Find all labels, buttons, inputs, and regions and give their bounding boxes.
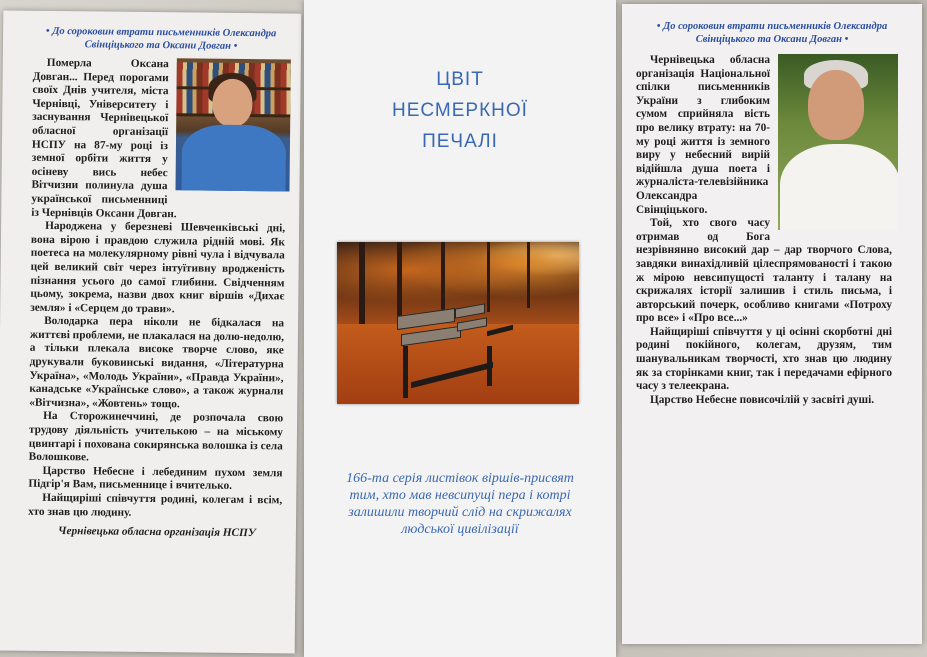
left-paragraph: Померла Оксана Довган... Перед порогами своїх Днів учителя, міста Чернівці, Університету і заснування Чернівецької обласної організації НСПУ на 87-му році із земної орбіти життя у осіневу вись небес Вітчизни полинула душа української письменниці із Чернівців Оксани Довган. [31,56,177,220]
left-page-signature: Чернівецька обласна організація НСПУ [58,525,256,540]
left-page-header: • До сороковин втрати письменників Олександра Свінціцького та Оксани Довган • [45,25,277,52]
left-paragraph: Царство Небесне і лебединим пухом земля Підгір'я Вам, письменнице і вчителько. [28,464,283,493]
left-paragraph: На Сторожинеччині, де розпочала свою трудову діяльність учителькою – на міському цвинтарі і похована сокирянська волошка із села Волошкове. [28,410,284,464]
cover-title-line: ПЕЧАЛІ [422,131,498,152]
cover-title-line: ЦВІТ [436,69,484,90]
right-paragraph: Царство Небесне повисочілій у засвіті душі. [650,393,875,406]
cover-caption: 166-та серія листівок віршів-присвят тим, хто мав невсипущі пера і котрі залишили творчий слід на скрижалях людської цивілізації [346,471,574,537]
right-page-header: • До сороковин втрати письменників Олександра Свінціцького та Оксани Довган • [656,21,888,45]
right-paragraph: Найщиріші співчуття у ці осінні скорботні дні родині покійного, колегам, друзям, тим шанувальникам творчості, хто знав цю людину як за сторінками книг, так і передачами ефірного часу з телеекрана. [636,325,892,393]
left-paragraph: Народжена у березневі Шевченківські дні, вона вірою і правдою служила рідній мові. Як поетеса на молекулярному рівні чула і відчувала цей великий світ через інтуїтивну вродженість пізнання усього до самої глибини. Свідченням цьому, зокрема, назви двох книг віршів «Дихає земля» і «Серцем до трави». [30,220,286,315]
left-page-body [0,56,301,521]
oksana-dovhan-photo [175,58,290,191]
left-paragraph: Володарка пера ніколи не бідкалася на життєві проблеми, не плакалася на долю-недолю, а тільки плекала високе творче слово, яке друкували буковинські видання, «Літературна Україна», «Молодь України», «Правда України», канадське «Українське слово», а також журнали «Вітчизна», «Жовтень» тощо. [29,315,285,411]
middle-leaflet-cover [304,0,616,657]
left-paragraph: Найщиріші співчуття родині, колегам і всім, хто знав цю людину. [28,491,283,519]
cover-title [304,64,616,157]
right-leaflet-page [622,4,922,644]
left-leaflet-page [0,10,301,653]
right-page-body [622,54,922,407]
right-paragraph: Чернівецька обласна організація Національної спілки письменників України з глибоким сумом сприйняла вість про велику втрату: на 70-му році життя із земного виру у небесний вирій відійшла душа поета і журналіста-телевізійника Олександра Свінціцького. [636,54,770,216]
right-paragraph: Той, хто свого часу отримав од Бога незрівнянно високий дар – дар творчого Слова, завдяки винахідливій цілеспрямованості і такою ж мірою невсипущості таланту і талану на скрижалях історії залишив і стиль письма, і авторський почерк, особливо книгами «Потроху про все» і «Про все...» [636,217,892,325]
autumn-bench-photo [337,242,579,404]
cover-title-line: НЕСМЕРКНОЇ [392,100,528,121]
oleksandr-svintsitskyi-photo [778,54,898,230]
